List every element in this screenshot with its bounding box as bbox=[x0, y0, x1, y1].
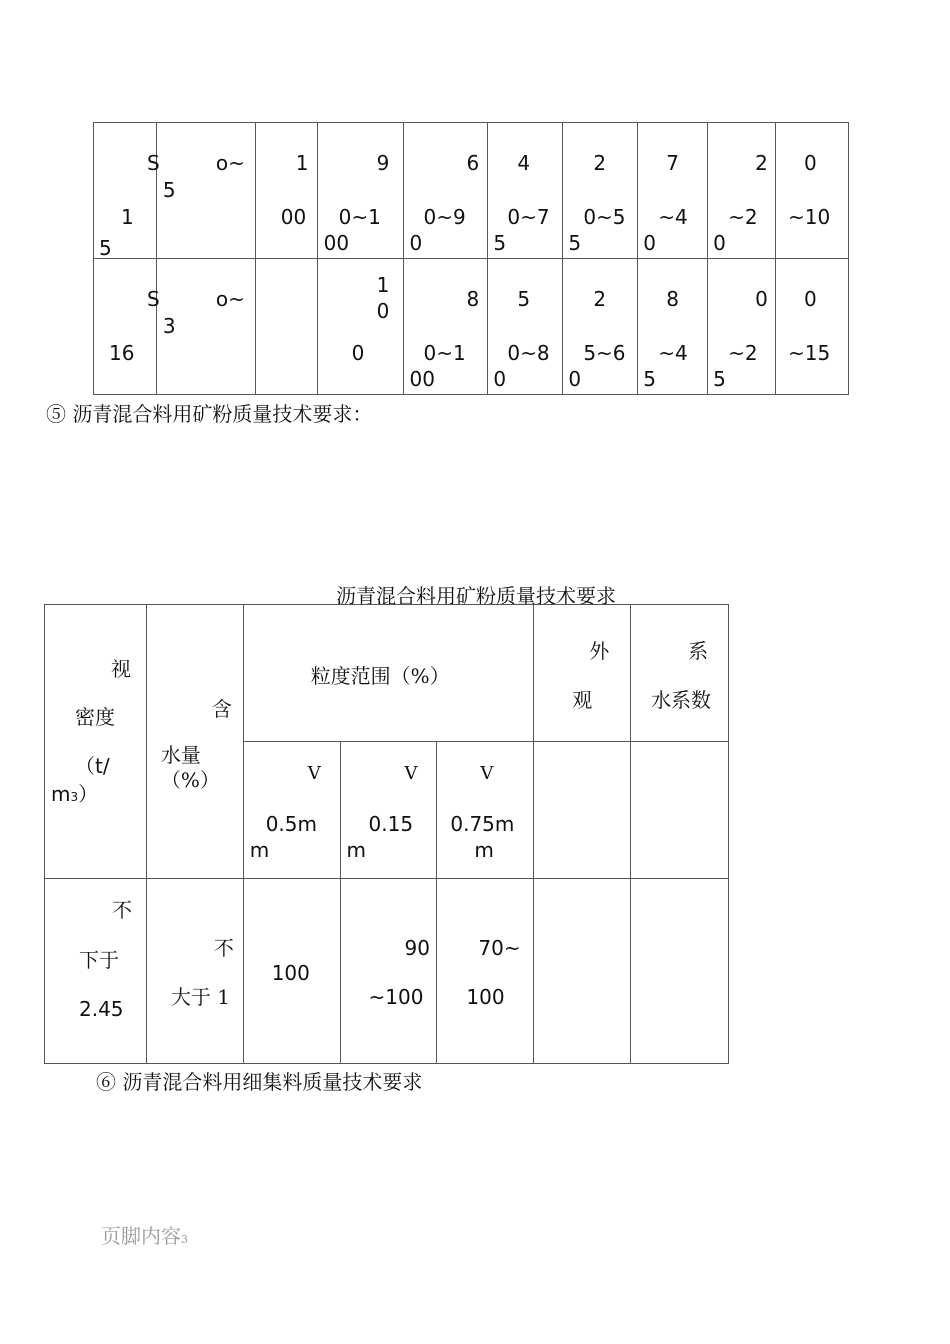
footer-text: 页脚内容 bbox=[101, 1224, 181, 1248]
value-0-75 bbox=[437, 879, 534, 1064]
header-density bbox=[45, 605, 147, 879]
cell-text: ~2 bbox=[728, 341, 758, 365]
unit-text: m bbox=[51, 782, 71, 806]
table-cell bbox=[631, 879, 729, 1064]
table-cell bbox=[563, 123, 638, 259]
page-number: 3 bbox=[181, 1233, 188, 1246]
unit-text: ） bbox=[78, 782, 99, 806]
cell-text: ~4 bbox=[658, 205, 688, 229]
cell-text: 1 bbox=[376, 273, 390, 297]
header-text: m bbox=[249, 838, 270, 862]
table-row bbox=[94, 123, 849, 259]
table-cell bbox=[631, 742, 729, 879]
header-water bbox=[146, 605, 243, 879]
table-row bbox=[45, 879, 729, 1064]
cell-text: 0~8 bbox=[507, 341, 550, 365]
header-text: m bbox=[474, 838, 494, 862]
subheader-0-75 bbox=[437, 742, 534, 879]
table-cell bbox=[488, 123, 563, 259]
cell-text: 100 bbox=[466, 985, 505, 1009]
cell-text: 0 bbox=[409, 231, 423, 255]
cell-text: 5 bbox=[517, 287, 531, 311]
table-cell bbox=[776, 123, 849, 259]
table-row bbox=[45, 605, 729, 742]
cell-text: S bbox=[147, 287, 160, 311]
table-cell bbox=[156, 259, 255, 395]
header-grain bbox=[243, 605, 534, 742]
cell-text: 0~7 bbox=[507, 205, 550, 229]
table-cell bbox=[403, 259, 488, 395]
section-heading-5: ⑤ 沥青混合料用矿粉质量技术要求： bbox=[46, 402, 373, 426]
cell-text: 3 bbox=[162, 314, 176, 338]
cell-text: 00 bbox=[409, 367, 435, 391]
cell-text: 0 bbox=[804, 287, 817, 311]
header-text: 水系数 bbox=[651, 688, 712, 712]
header-text: （%） bbox=[160, 768, 220, 792]
cell-text: 2 bbox=[755, 151, 768, 175]
page-footer bbox=[101, 1220, 188, 1249]
header-text: m bbox=[346, 838, 367, 862]
cell-text: 9 bbox=[376, 151, 390, 175]
header-text: 水量 bbox=[160, 743, 201, 767]
cell-text: 7 bbox=[666, 151, 679, 175]
sieve-symbol: V bbox=[307, 763, 321, 784]
cell-text: 5 bbox=[643, 367, 656, 391]
section-heading-6: ⑥ 沥青混合料用细集料质量技术要求 bbox=[96, 1070, 423, 1094]
value-0-15 bbox=[340, 879, 437, 1064]
mineral-powder-table bbox=[44, 604, 729, 1064]
cell-text: 70~ bbox=[478, 936, 521, 960]
cell-text: ~15 bbox=[788, 341, 831, 365]
header-appearance bbox=[534, 605, 631, 742]
cell-text: 0 bbox=[351, 341, 365, 365]
table-cell bbox=[563, 259, 638, 395]
cell-text: 0~9 bbox=[423, 205, 466, 229]
cell-text: 0~5 bbox=[583, 205, 626, 229]
table-cell bbox=[776, 259, 849, 395]
cell-text: 5 bbox=[568, 231, 582, 255]
cell-text: 5 bbox=[493, 231, 507, 255]
header-text: 0.75m bbox=[450, 812, 515, 836]
cell-text: ~100 bbox=[368, 985, 424, 1009]
cell-text: o~ bbox=[215, 151, 245, 175]
cell-text: 下于 bbox=[79, 948, 119, 972]
value-0-5 bbox=[243, 879, 340, 1064]
header-text: 0.5m bbox=[265, 812, 317, 836]
cell-text: 0 bbox=[643, 231, 656, 255]
table-cell bbox=[638, 123, 708, 259]
cell-text: 0 bbox=[493, 367, 507, 391]
cell-text: 1 bbox=[295, 151, 309, 175]
cell-text: 5 bbox=[162, 178, 176, 202]
cell-text: 不 bbox=[112, 898, 132, 922]
table-cell bbox=[94, 123, 160, 260]
table-cell bbox=[488, 259, 563, 395]
header-text: 视 bbox=[111, 657, 131, 681]
unit-subscript: 3 bbox=[70, 790, 79, 804]
table-cell bbox=[638, 259, 708, 395]
value-water bbox=[146, 879, 243, 1064]
header-text: 含 bbox=[211, 697, 232, 721]
cell-text: 2 bbox=[593, 287, 607, 311]
table-cell bbox=[94, 259, 160, 395]
cell-text: 大于 1 bbox=[170, 985, 230, 1009]
cell-text: 2.45 bbox=[79, 997, 124, 1021]
table-caption: 沥青混合料用矿粉质量技术要求 bbox=[336, 584, 616, 608]
cell-text: 8 bbox=[466, 287, 480, 311]
value-density bbox=[45, 879, 147, 1064]
cell-text: 00 bbox=[323, 231, 350, 255]
cell-text: 0~1 bbox=[338, 205, 381, 229]
grading-table bbox=[93, 122, 849, 395]
cell-text: 90 bbox=[404, 936, 430, 960]
header-text: 0.15 bbox=[368, 812, 414, 836]
cell-text: ~10 bbox=[788, 205, 831, 229]
cell-text: 100 bbox=[271, 961, 310, 985]
cell-text: 5 bbox=[99, 236, 112, 260]
table-cell bbox=[255, 259, 317, 395]
cell-text: 不 bbox=[213, 936, 234, 960]
table-cell bbox=[708, 259, 776, 395]
subheader-0-5 bbox=[243, 742, 340, 879]
cell-text: 00 bbox=[280, 205, 307, 229]
header-text: （t/ bbox=[75, 754, 110, 778]
cell-text: 0 bbox=[755, 287, 768, 311]
cell-text: o~ bbox=[215, 287, 245, 311]
header-text: 粒度范围（%） bbox=[310, 664, 450, 688]
cell-text: 1 bbox=[121, 205, 134, 229]
header-text bbox=[51, 782, 98, 809]
header-text: 系 bbox=[688, 639, 709, 663]
header-text: 观 bbox=[572, 688, 593, 712]
header-text: 密度 bbox=[75, 705, 115, 729]
cell-text: ~2 bbox=[728, 205, 758, 229]
table-row bbox=[94, 259, 849, 395]
cell-text: 0 bbox=[804, 151, 817, 175]
table-cell bbox=[156, 123, 255, 259]
cell-text: 4 bbox=[517, 151, 531, 175]
subheader-0-15 bbox=[340, 742, 437, 879]
table-cell bbox=[403, 123, 488, 259]
table-cell bbox=[534, 742, 631, 879]
table-cell bbox=[317, 259, 403, 395]
table-cell bbox=[317, 123, 403, 259]
cell-text: 5 bbox=[713, 367, 726, 391]
cell-text: 16 bbox=[109, 341, 135, 365]
cell-text: 2 bbox=[593, 151, 607, 175]
cell-text: 0 bbox=[568, 367, 582, 391]
table-cell bbox=[255, 123, 317, 259]
header-coefficient bbox=[631, 605, 729, 742]
cell-text: 0 bbox=[713, 231, 726, 255]
table-cell bbox=[534, 879, 631, 1064]
table-cell bbox=[708, 123, 776, 259]
sieve-symbol: V bbox=[480, 763, 494, 784]
cell-text: 6 bbox=[466, 151, 480, 175]
sieve-symbol: V bbox=[404, 763, 418, 784]
cell-text: 8 bbox=[666, 287, 679, 311]
cell-text: 0 bbox=[376, 299, 390, 323]
cell-text: ~4 bbox=[658, 341, 688, 365]
cell-text: 5~6 bbox=[583, 341, 626, 365]
cell-text: 0~1 bbox=[423, 341, 466, 365]
cell-text: S bbox=[147, 151, 160, 175]
header-text: 外 bbox=[589, 639, 610, 663]
